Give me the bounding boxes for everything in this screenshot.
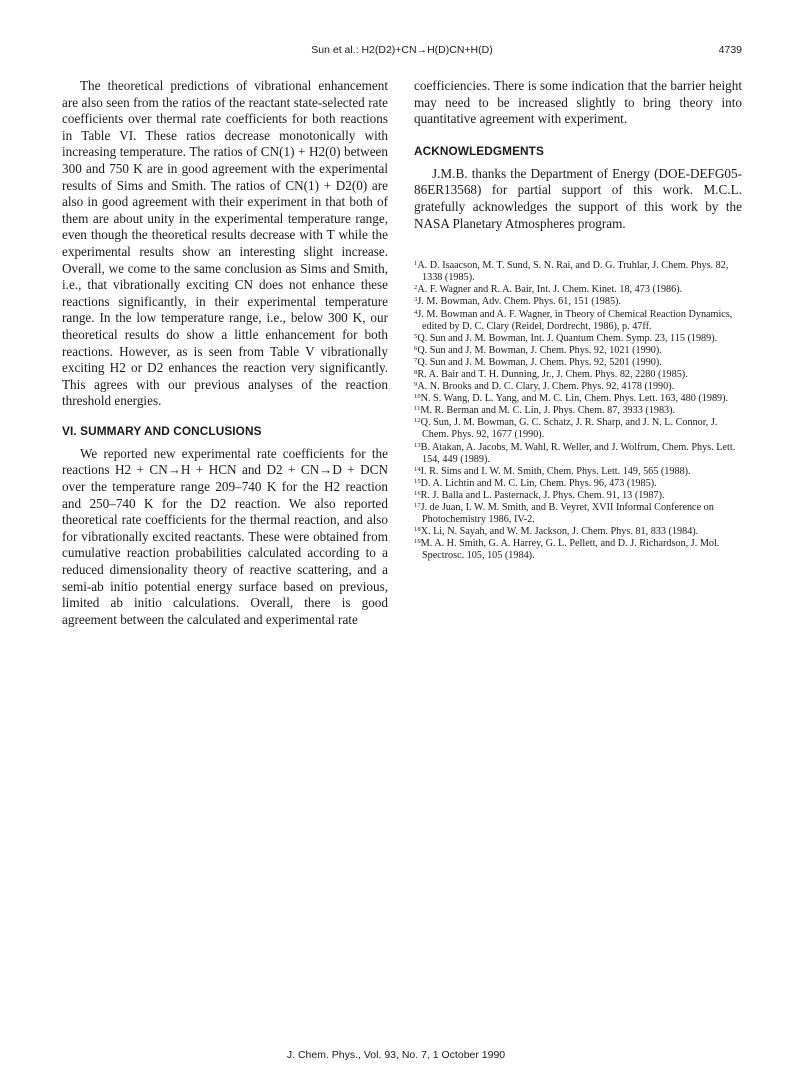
- reference-item: [414, 393, 742, 405]
- reference-text: J. M. Bowman, Adv. Chem. Phys. 61, 151 (1985).: [417, 296, 621, 308]
- reference-item: [414, 381, 742, 393]
- reference-number: 5: [414, 332, 418, 340]
- reference-number: 2: [414, 284, 418, 292]
- reference-item: [414, 466, 742, 478]
- reference-text: I. R. Sims and I. W. M. Smith, Chem. Phys. Lett. 149, 565 (1988).: [420, 465, 691, 477]
- reference-text: R. J. Balla and L. Pasternack, J. Phys. Chem. 91, 13 (1987).: [420, 489, 665, 501]
- reference-item: [414, 357, 742, 369]
- reference-item: [414, 405, 742, 417]
- reference-item: [414, 490, 742, 502]
- reference-text: B. Atakan, A. Jacobs, M. Wahl, R. Weller, and J. Wolfrum, Chem. Phys. Lett. 154, 449 (1989).: [420, 441, 736, 465]
- reference-number: 17: [414, 502, 421, 510]
- reference-list: [414, 260, 742, 562]
- reference-text: Q. Sun, J. M. Bowman, G. C. Schatz, J. R. Sharp, and J. N. L. Connor, J. Chem. Phys. 92, 1677 (1990).: [420, 417, 718, 441]
- running-head: [62, 44, 742, 60]
- journal-citation-footer: J. Chem. Phys., Vol. 93, No. 7, 1 October 1990: [286, 1049, 506, 1061]
- page-number: 4739: [718, 44, 742, 56]
- continuation-paragraph: coefficiencies. There is some indication that the barrier height may need to be increased slightly to bring theory into quantitative agreement with experiment.: [414, 78, 742, 127]
- reference-number: 16: [414, 489, 421, 497]
- reference-number: 15: [414, 477, 421, 485]
- reference-item: [414, 345, 742, 357]
- running-title: Sun et al.: H2(D2)+CN→H(D)CN+H(D): [311, 44, 493, 56]
- reference-text: Q. Sun and J. M. Bowman, J. Chem. Phys. 92, 5201 (1990).: [417, 356, 662, 368]
- reference-item: [414, 284, 742, 296]
- reference-text: J. M. Bowman and A. F. Wagner, in Theory of Chemical Reaction Dynamics, edited by D. C. Clary (Reidel, Dordrecht, 1986), p. 47ff.: [417, 308, 733, 332]
- reference-number: 11: [414, 405, 421, 413]
- reference-number: 9: [414, 381, 418, 389]
- summary-heading: VI. SUMMARY AND CONCLUSIONS: [62, 423, 262, 438]
- reference-text: A. D. Isaacson, M. T. Sund, S. N. Rai, and D. G. Truhlar, J. Chem. Phys. 82, 1338 (1985).: [417, 260, 729, 284]
- acknowledgments-heading: ACKNOWLEDGMENTS: [414, 143, 544, 158]
- left-column: [62, 78, 388, 628]
- reference-item: [414, 260, 742, 284]
- reference-text: N. S. Wang, D. L. Yang, and M. C. Lin, Chem. Phys. Lett. 163, 480 (1989).: [420, 393, 729, 405]
- reference-item: [414, 296, 742, 308]
- reference-number: 12: [414, 417, 421, 425]
- reference-number: 1: [414, 260, 418, 268]
- reference-text: M. A. H. Smith, G. A. Harrey, G. L. Pellett, and D. J. Richardson, J. Mol. Spectrosc. 105, 105 (1984).: [420, 538, 720, 562]
- reference-number: 13: [414, 441, 421, 449]
- reference-text: M. R. Berman and M. C. Lin, J. Phys. Chem. 87, 3933 (1983).: [420, 405, 676, 417]
- vibrational-enhancement-paragraph: The theoretical predictions of vibrational enhancement are also seen from the ratios of the reactant state-selected rate coefficients over thermal rate coefficients for both reactions in Table VI. These ratios decrease monotonically with increasing temperature. The ratios of CN(1) + H2(0) between 300 and 750 K are in good agreement with the experimental results of Sims and Smith. The ratios of CN(1) + D2(0) are also in good agreement with their experiment in that both of them are about unity in the experimental temperature range, even though the theoretical results decrease with T while the experimental results show an interesting slight increase. Overall, we come to the same conclusion as Sims and Smith, i.e., that vibrationally exciting CN does not enhance these reactions significantly, in their experimental temperature range. In the low temperature range, i.e., below 300 K, our theoretical results do show a little enhancement for both reactions. However, as is seen from Table V vibrationally exciting H2 or D2 enhances the reaction very significantly. This agrees with our previous analyses of the reaction threshold energies.: [62, 78, 388, 409]
- reference-number: 6: [414, 344, 418, 352]
- reference-item: [414, 502, 742, 526]
- reference-text: J. de Juan, I. W. M. Smith, and B. Veyret, XVII Informal Conference on Photochemistry 1986, IV-2.: [420, 502, 714, 526]
- reference-number: 3: [414, 296, 418, 304]
- summary-paragraph: We reported new experimental rate coefficients for the reactions H2 + CN→H + HCN and D2 + CN→D + DCN over the temperature range 209–740 K for the H2 reaction and 250–740 K for the D2 reaction. We also reported theoretical rate coefficients for the thermal reaction, and also for vibrationally excited reactants. These were obtained from cumulative reaction probabilities calculated according to a reduced dimensionality theory of reactive scattering, and a semi-ab initio potential energy surface based on previous, limited ab initio calculations. Overall, there is good agreement between the calculated and experimental rate: [62, 445, 388, 627]
- reference-item: [414, 442, 742, 466]
- reference-text: Q. Sun and J. M. Bowman, Int. J. Quantum Chem. Symp. 23, 115 (1989).: [417, 332, 718, 344]
- reference-number: 18: [414, 526, 421, 534]
- reference-item: [414, 478, 742, 490]
- reference-text: D. A. Lichtin and M. C. Lin, Chem. Phys. 96, 473 (1985).: [420, 477, 657, 489]
- reference-number: 14: [414, 465, 421, 473]
- reference-number: 19: [414, 538, 421, 546]
- reference-number: 4: [414, 308, 418, 316]
- reference-item: [414, 333, 742, 345]
- reference-item: [414, 538, 742, 562]
- reference-text: A. N. Brooks and D. C. Clary, J. Chem. Phys. 92, 4178 (1990).: [417, 381, 675, 393]
- reference-item: [414, 369, 742, 381]
- reference-item: [414, 309, 742, 333]
- reference-text: Q. Sun and J. M. Bowman, J. Chem. Phys. 92, 1021 (1990).: [417, 344, 662, 356]
- reference-item: [414, 417, 742, 441]
- acknowledgments-paragraph: J.M.B. thanks the Department of Energy (DOE-DEFG05-86ER13568) for partial support of this work. M.C.L. gratefully acknowledges the support of this work by the NASA Planetary Atmospheres program.: [414, 165, 742, 231]
- reference-item: [414, 526, 742, 538]
- reference-text: A. F. Wagner and R. A. Bair, Int. J. Chem. Kinet. 18, 473 (1986).: [417, 284, 683, 296]
- reference-number: 7: [414, 356, 418, 364]
- reference-number: 10: [414, 393, 421, 401]
- reference-text: R. A. Bair and T. H. Dunning, Jr., J. Chem. Phys. 82, 2280 (1985).: [417, 369, 688, 380]
- right-column: [414, 78, 742, 563]
- reference-number: 8: [414, 369, 418, 376]
- reference-text: X. Li, N. Sayah, and W. M. Jackson, J. Chem. Phys. 81, 833 (1984).: [420, 526, 699, 538]
